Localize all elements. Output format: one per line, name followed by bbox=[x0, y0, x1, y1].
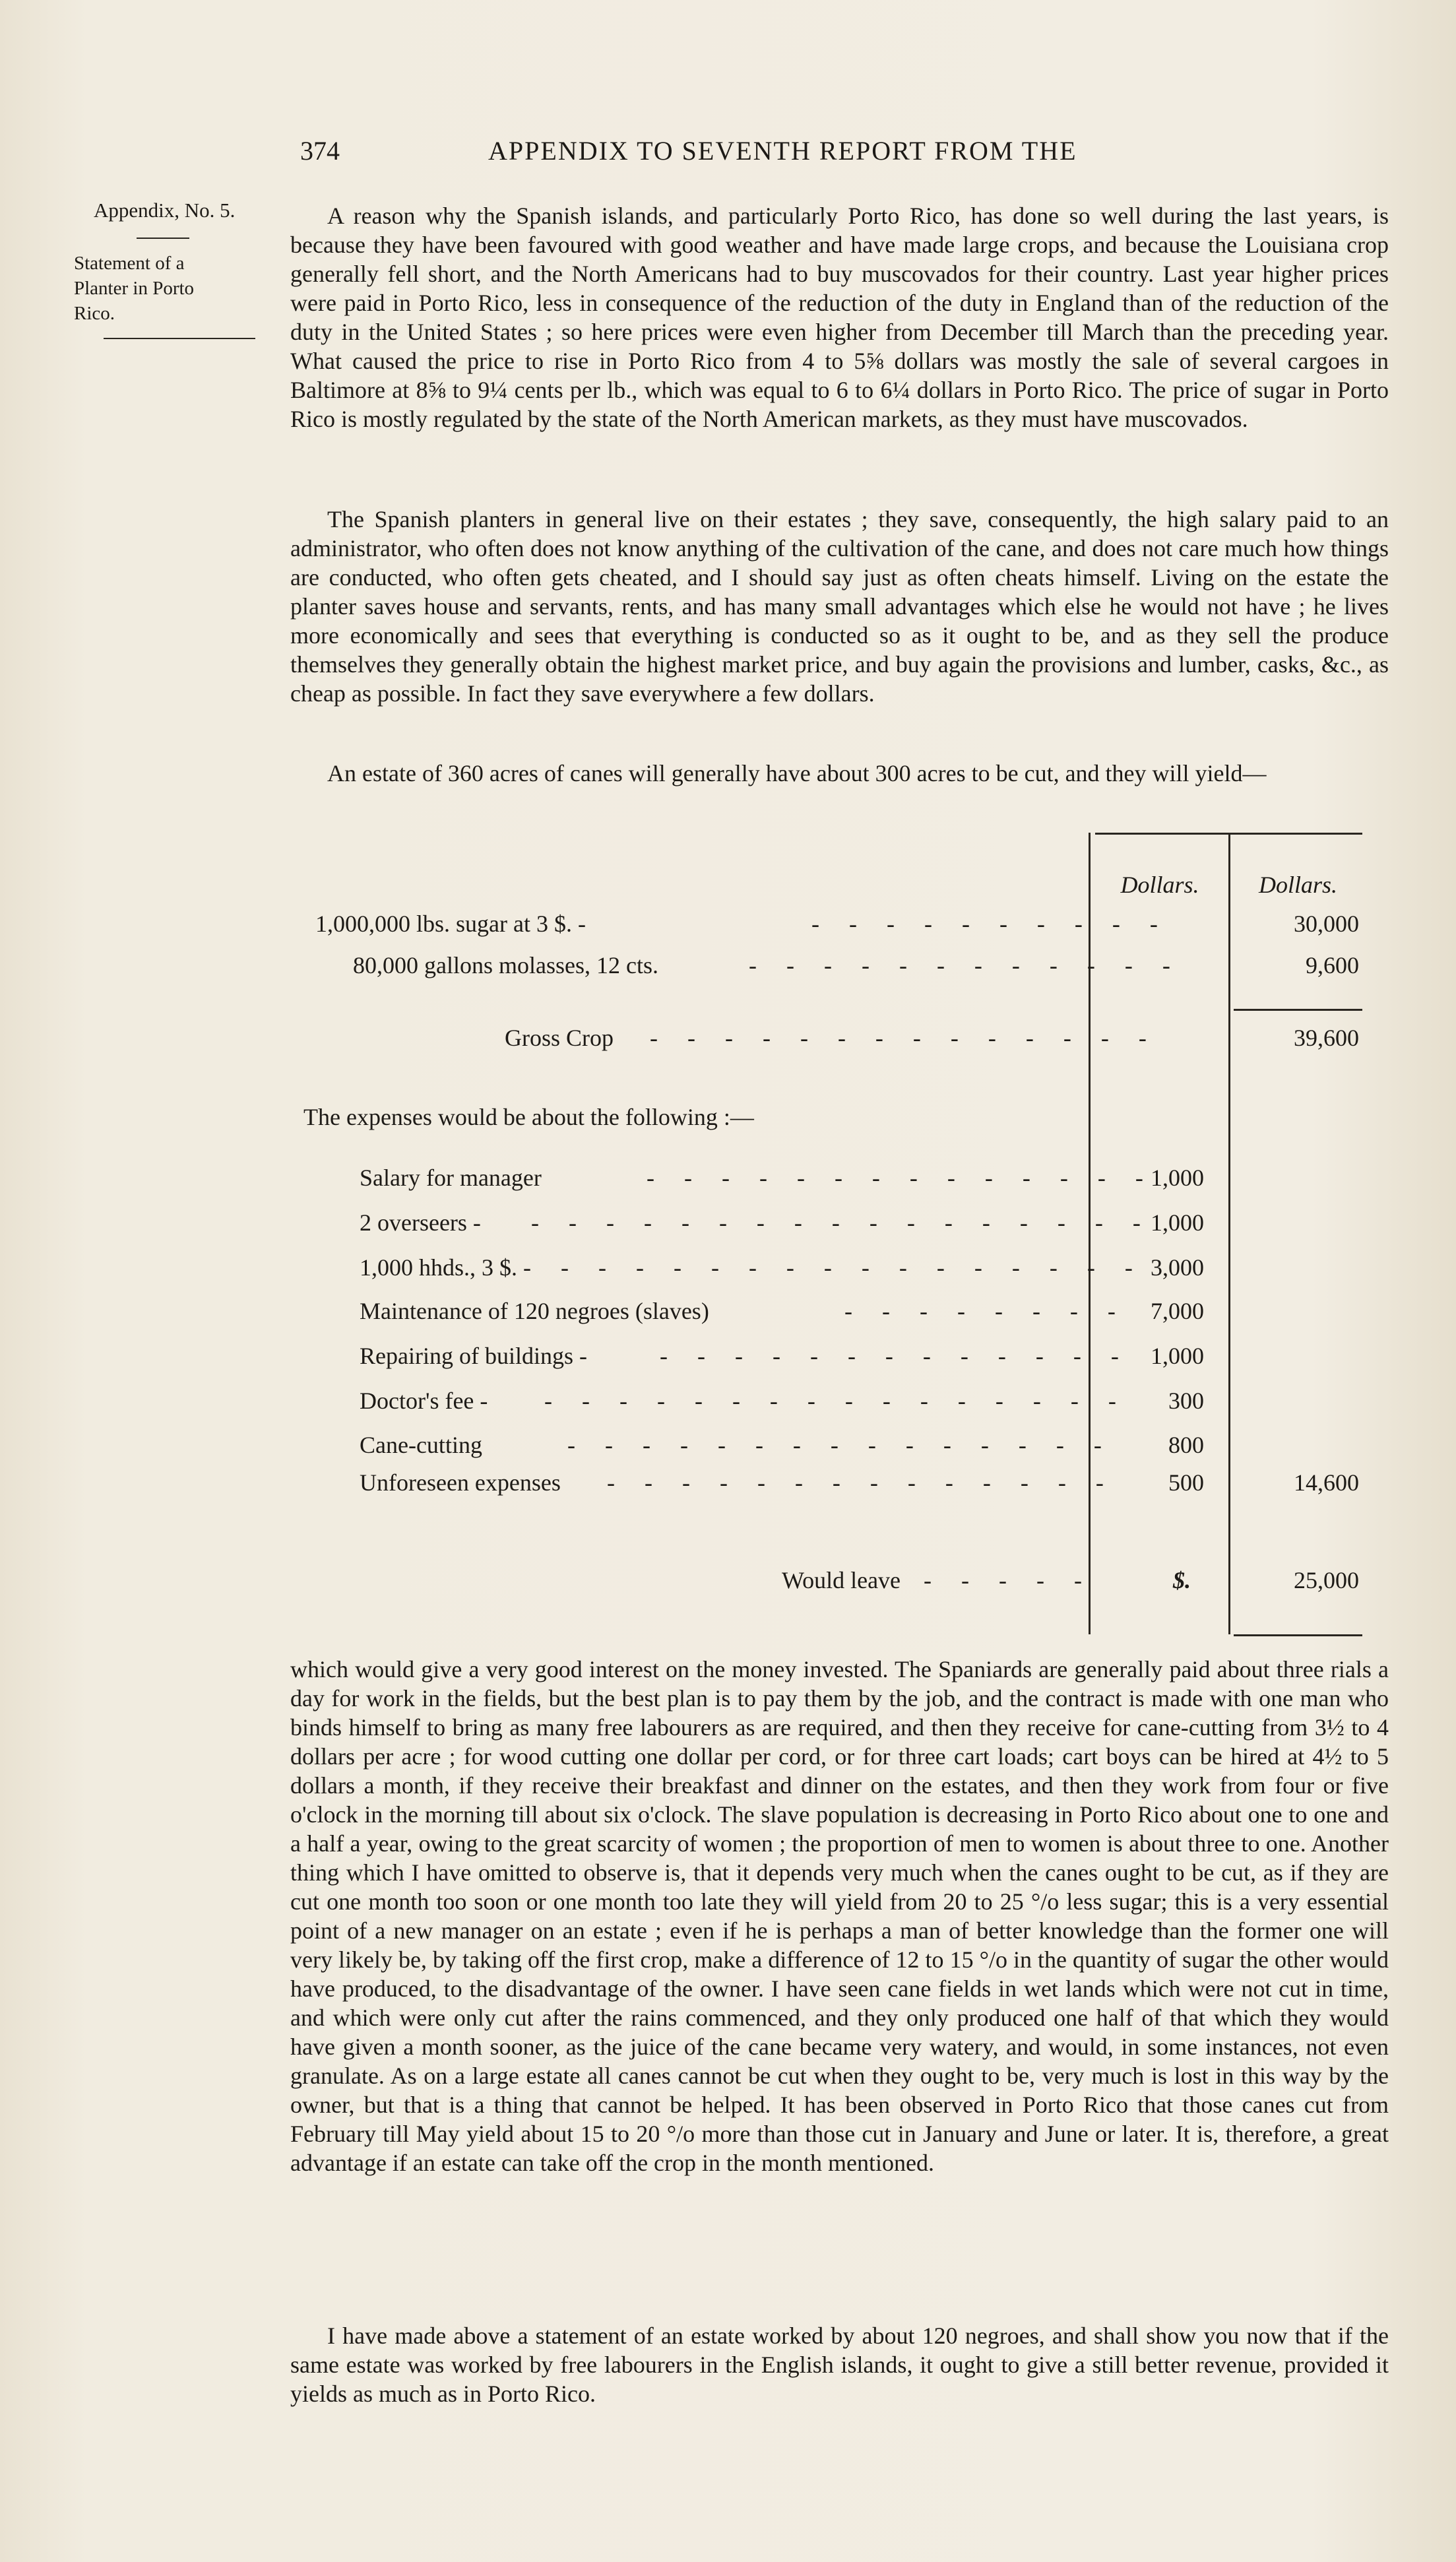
row-amount: 800 bbox=[1168, 1432, 1204, 1458]
leader-dots: - - - - - - - - - - - - - - - - - bbox=[531, 1209, 1153, 1236]
row-label: Cane-cutting bbox=[360, 1432, 482, 1458]
row-label: Unforeseen expenses bbox=[360, 1469, 561, 1496]
paragraph bbox=[290, 201, 1389, 433]
appendix-reference: Appendix, No. 5. bbox=[94, 199, 236, 222]
table-bottom-rule bbox=[1234, 1634, 1362, 1636]
currency-symbol: $. bbox=[1173, 1567, 1191, 1593]
row-amount: 1,000 bbox=[1151, 1209, 1204, 1236]
column-header: Dollars. bbox=[1258, 872, 1338, 898]
paragraph bbox=[290, 2321, 1389, 2408]
row-label: Doctor's fee - bbox=[360, 1388, 488, 1414]
row-amount: 1,000 bbox=[1151, 1343, 1204, 1369]
leader-dots: - - - - - - - - - - - - - - bbox=[647, 1165, 1155, 1191]
row-label: 80,000 gallons molasses, 12 cts. bbox=[353, 952, 658, 978]
row-amount: 3,000 bbox=[1151, 1254, 1204, 1281]
paragraph bbox=[290, 1655, 1389, 2177]
page-number: 374 bbox=[300, 136, 340, 166]
leader-dots: - - - - - - - - - - - - - - bbox=[650, 1025, 1158, 1051]
leader-dots: - - - - - - - - - - - - - - - - bbox=[544, 1388, 1128, 1414]
expenses-heading: The expenses would be about the following :— bbox=[303, 1104, 754, 1130]
margin-note: Statement of a Planter in Porto Rico. bbox=[74, 253, 195, 324]
leader-dots: - - - - - - - - - - bbox=[811, 911, 1170, 937]
table-row bbox=[290, 1207, 1389, 1238]
paragraph-text: which would give a very good interest on the money invested. The Spaniards are generally paid about three rials a day for work in the fields, but the best plan is to pay them by the job, and the contract is made with one man who binds himself to bring as many free labourers as are required, and then they receive for cane-cutting from 3½ to 4 dollars per acre ; for wood cutting one dollar per cord, or for three cart loads; cart boys can be hired at 4½ to 5 dollars a month, if they receive their breakfast and dinner on the estates, and then they work from four or five o'clock in the morning till about six o'clock. The slave population is decreasing in Porto Rico about one to one and a half a year, owing to the great scarcity of women ; the proportion of men to women is about three to one. Another thing which I have omitted to observe is, that it depends very much when the canes ought to be cut, as if they are cut one month too soon or one month too late they will yield from 20 to 25 °/o less sugar; this is a very essential point of a new manager on an estate ; even if he is perhaps a man of better knowledge than the former one will very likely be, by taking off the first crop, make a difference of 12 to 15 °/o in the quantity of sugar the other would have produced, to the disadvantage of the owner. I have seen cane fields in wet lands which were not cut in time, and which were only cut after the rains commenced, and they only produced one half of that which they would have given a month sooner, as the juice of the cane became very watery, and would, in some instances, not even granulate. As on a large estate all canes cannot be cut when they ought to be, very much is lost in this way by the owner, but that is a thing that cannot be helped. It has been observed in Porto Rico that those canes cut from February till May yield about 15 to 20 °/o more than those cut in January and June or later. It is, therefore, a great advantage if an estate can take off the crop in the month mentioned. bbox=[290, 1656, 1389, 2176]
table-row bbox=[290, 950, 1389, 980]
leader-dots: - - - - - - - - - - - - bbox=[749, 952, 1182, 978]
margin-rule bbox=[137, 238, 189, 239]
row-label: Maintenance of 120 negroes (slaves) bbox=[360, 1298, 709, 1324]
table-row bbox=[290, 1296, 1389, 1326]
paragraph-text: The Spanish planters in general live on their estates ; they save, consequently, the high salary paid to an administrator, who often does not know anything of the cultivation of the cane, and does not care much how things are conducted, who often gets cheated, and I should say just as often cheats himself. Living on the estate the planter saves house and servants, rents, and has many small advantages which else he would not have ; he lives more economically and sees that everything is conducted so as it ought to be, and as they sell the produce themselves they generally obtain the highest market price, and buy again the provisions and lumber, casks, &c., as cheap as possible. In fact they save everywhere a few dollars. bbox=[290, 506, 1389, 707]
paragraph bbox=[290, 759, 1389, 788]
leader-dots: - - - - - - - - bbox=[844, 1298, 1127, 1324]
paragraph-text: An estate of 360 acres of canes will generally have about 300 acres to be cut, and they will yield— bbox=[327, 760, 1267, 786]
table-row bbox=[290, 1430, 1389, 1460]
row-label: 1,000,000 lbs. sugar at 3 $. - bbox=[315, 911, 586, 937]
row-amount: 7,000 bbox=[1151, 1298, 1204, 1324]
row-label: Repairing of buildings - bbox=[360, 1343, 587, 1369]
table-row bbox=[290, 1023, 1389, 1053]
row-label: Salary for manager bbox=[360, 1165, 542, 1191]
row-amount: 39,600 bbox=[1294, 1025, 1359, 1051]
table-row bbox=[290, 1565, 1389, 1595]
table-row bbox=[290, 1163, 1389, 1193]
expenses-total: 14,600 bbox=[1294, 1469, 1359, 1496]
row-label: 2 overseers - bbox=[360, 1209, 481, 1236]
row-amount: 1,000 bbox=[1151, 1165, 1204, 1191]
row-amount: 9,600 bbox=[1306, 952, 1359, 978]
leader-dots: - - - - - - - - - - - - - - - bbox=[567, 1432, 1114, 1458]
table-row bbox=[290, 1341, 1389, 1371]
running-head: APPENDIX TO SEVENTH REPORT FROM THE bbox=[488, 136, 1077, 166]
paragraph bbox=[290, 505, 1389, 708]
margin-rule bbox=[104, 338, 255, 339]
page-header bbox=[290, 135, 1201, 175]
row-label: Would leave bbox=[782, 1567, 901, 1593]
table-row bbox=[290, 1386, 1389, 1416]
margin-notes bbox=[74, 198, 272, 339]
subtotal-rule bbox=[1234, 1009, 1362, 1011]
leader-dots: - - - - - bbox=[924, 1567, 1094, 1593]
leader-dots: - - - - - - - - - - - - - - - - bbox=[561, 1254, 1145, 1281]
table-row bbox=[290, 1467, 1389, 1498]
row-amount: 25,000 bbox=[1294, 1567, 1359, 1593]
row-label: 1,000 hhds., 3 $. - bbox=[360, 1254, 531, 1281]
table-row bbox=[290, 909, 1389, 939]
column-header: Dollars. bbox=[1120, 872, 1199, 898]
paragraph-text: A reason why the Spanish islands, and particularly Porto Rico, has done so well during the last years, is because they have been favoured with good weather and have made large crops, and because the Louisiana crop generally fell short, and the North Americans had to buy muscovados for their country. Last year higher prices were paid in Porto Rico, less in consequence of the reduction of the duty in England than of the reduction of the duty in the United States ; so here prices were even higher from December till March than the preceding year. What caused the price to rise in Porto Rico from 4 to 5⅝ dollars was mostly the sale of several cargoes in Baltimore at 8⅝ to 9¼ cents per lb., which was equal to 6 to 6¼ dollars in Porto Rico. The price of sugar in Porto Rico is mostly regulated by the state of the North American markets, as they must have muscovados. bbox=[290, 203, 1389, 432]
table-row bbox=[290, 1252, 1389, 1283]
row-amount: 500 bbox=[1168, 1469, 1204, 1496]
estate-accounts-table bbox=[290, 833, 1389, 1646]
row-label: Gross Crop bbox=[505, 1025, 614, 1051]
leader-dots: - - - - - - - - - - - - - bbox=[660, 1343, 1131, 1369]
row-amount: 30,000 bbox=[1294, 911, 1359, 937]
paragraph-text: I have made above a statement of an estate worked by about 120 negroes, and shall show you now that if the same estate was worked by free labourers in the English islands, it ought to give a still better revenue, provided it yields as much as in Porto Rico. bbox=[290, 2322, 1389, 2407]
row-amount: 300 bbox=[1168, 1388, 1204, 1414]
leader-dots: - - - - - - - - - - - - - - bbox=[607, 1469, 1116, 1496]
